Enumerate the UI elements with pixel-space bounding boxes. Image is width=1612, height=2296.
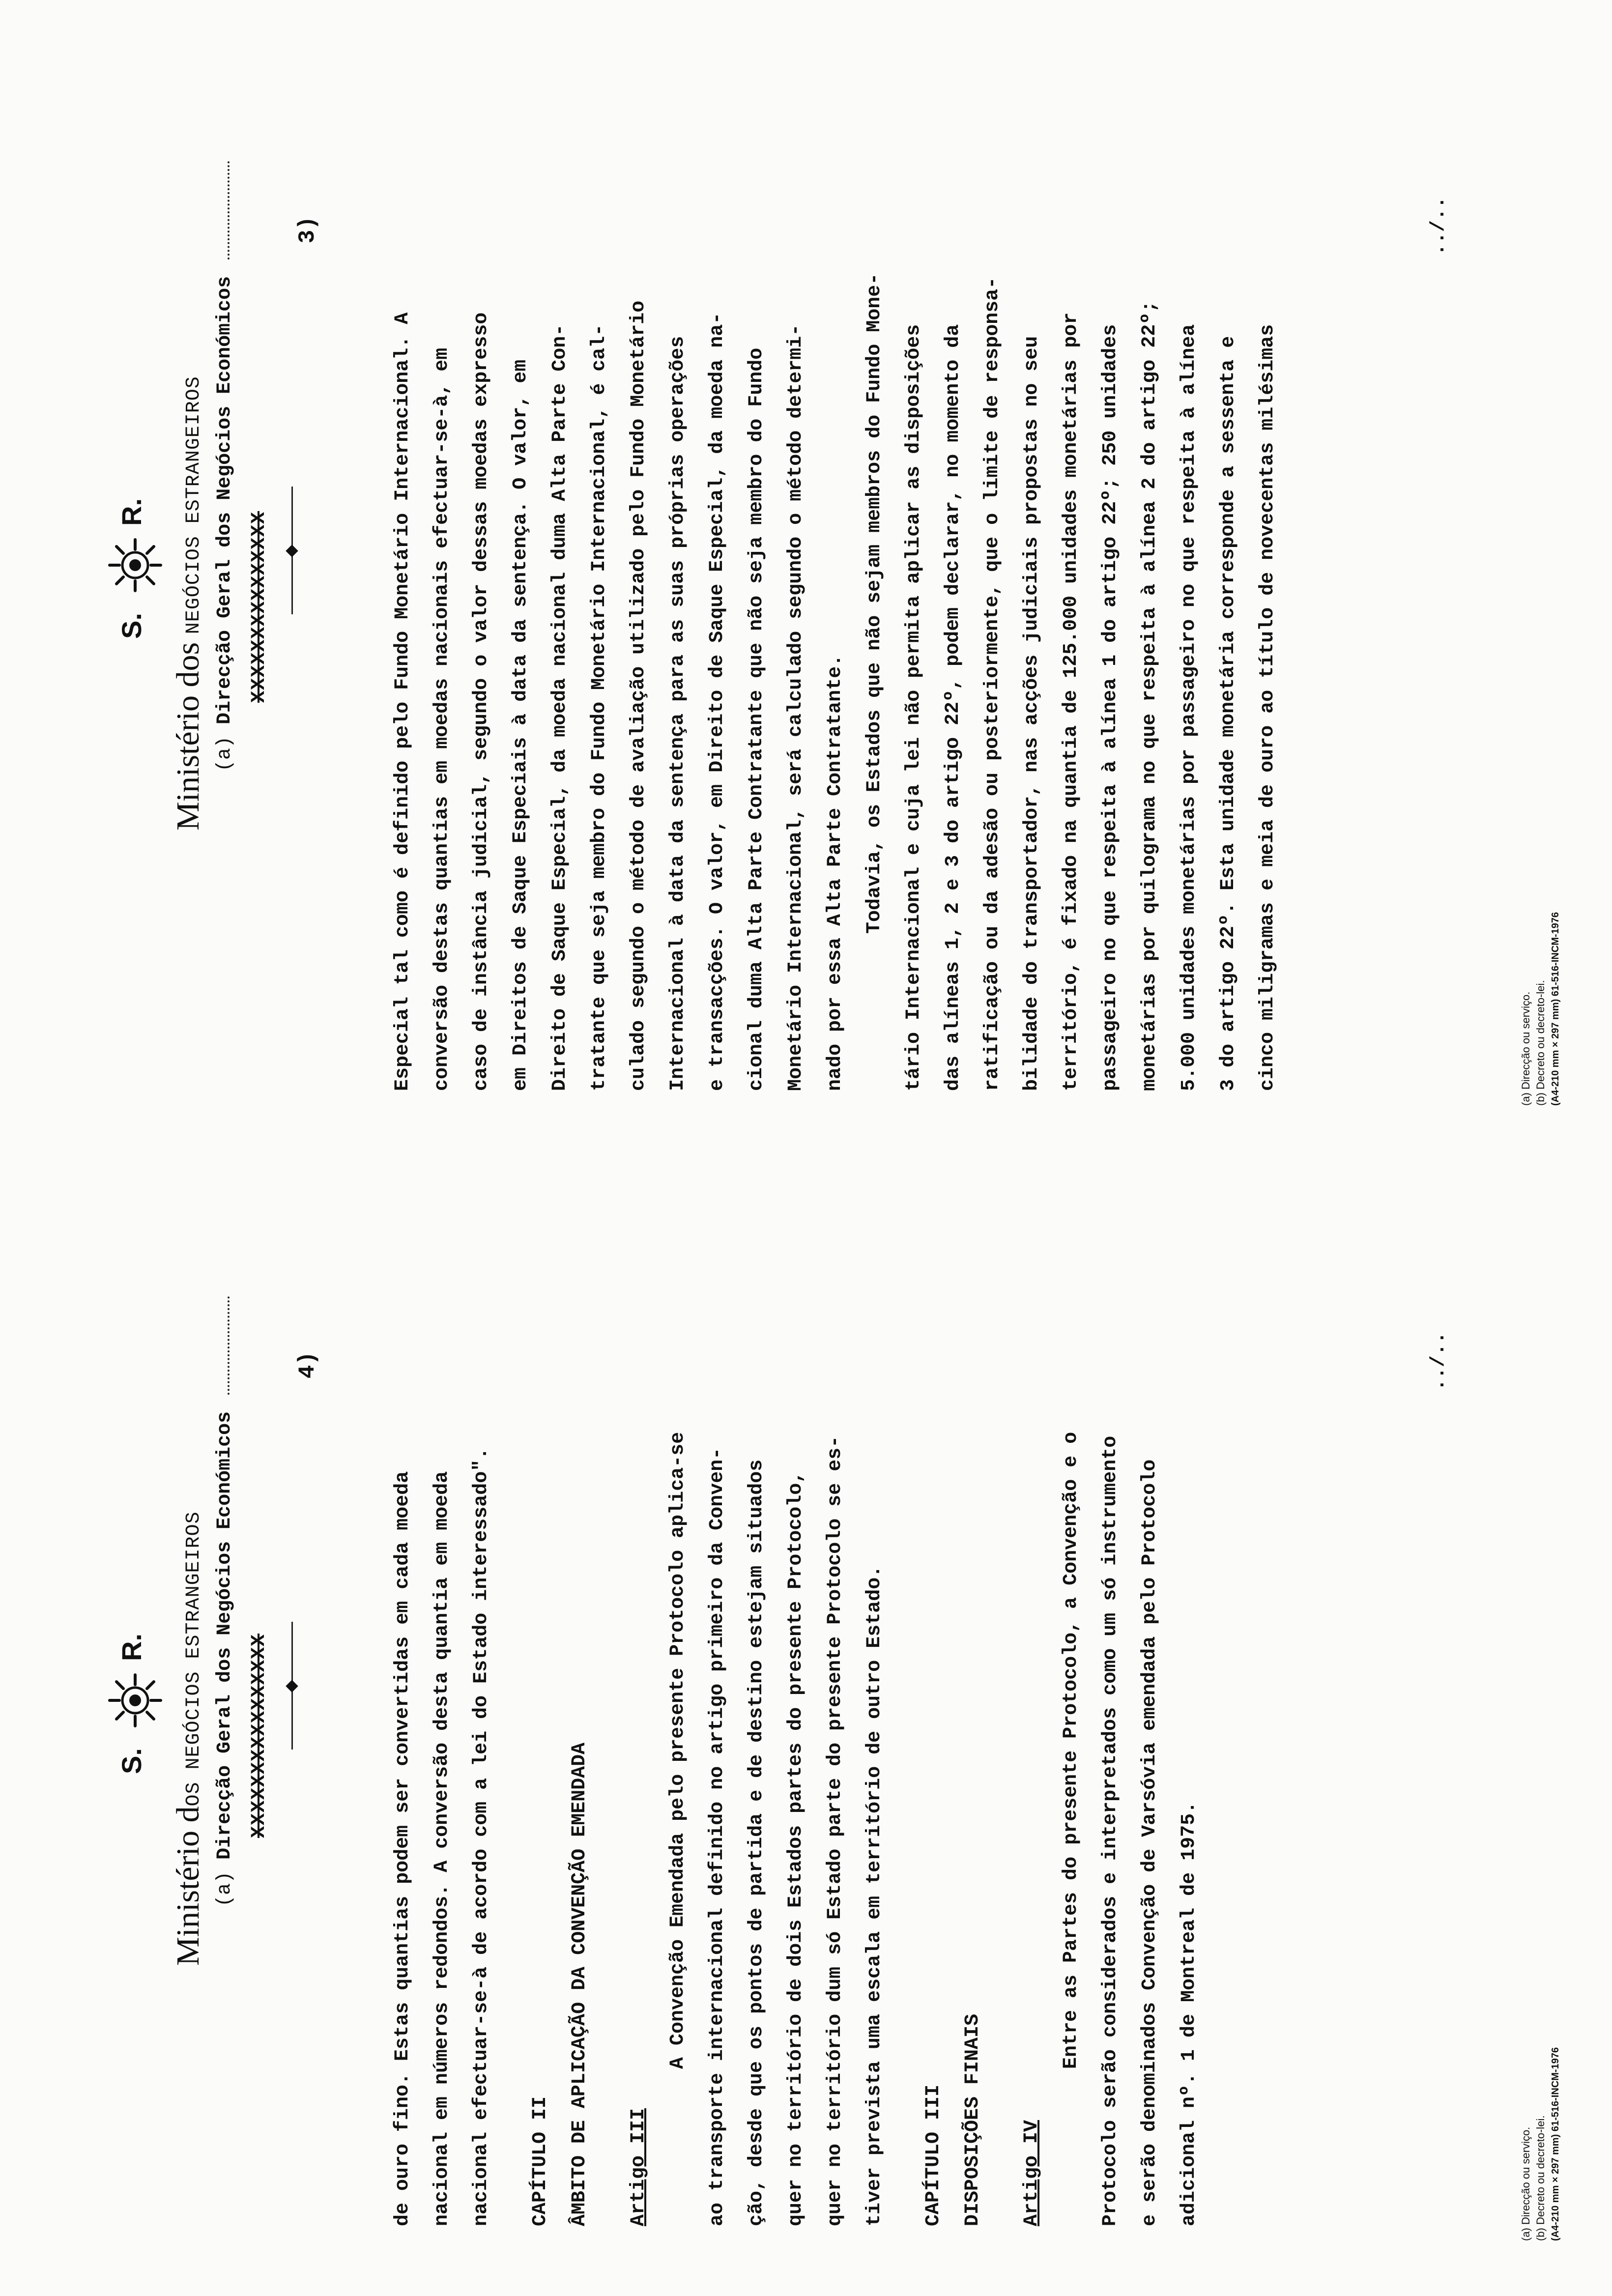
text-line: cional duma Alta Parte Contratante que não seja membro do Fundo [746, 347, 768, 1091]
footnote: (a) Direcção ou serviço. [1520, 2126, 1532, 2241]
text-line: de ouro fino. Estas quantias podem ser convertidas em cada moeda [392, 1471, 414, 2226]
direction-text: Direcção Geral dos Negócios Económicos [214, 1411, 236, 1860]
text-line: Protocolo serão considerados e interpretados como um só instrumento [1099, 1435, 1122, 2226]
body-text [383, 177, 1288, 1091]
chapter-title: ÂMBITO DE APLICAÇÃO DA CONVENÇÃO EMENDADA [569, 1742, 591, 2226]
direction-line [214, 1296, 236, 1907]
ministry-header [170, 1511, 207, 1966]
chapter-heading: CAPÍTULO II [529, 2096, 551, 2226]
text-line: caso de instância judicial, segundo o valor dessas moedas expresso [470, 312, 492, 1091]
text-line: tratante que seja membro do Fundo Monetário Internacional, é cal- [588, 324, 610, 1091]
continuation-mark: ../.. [1428, 1332, 1450, 1391]
emblem-letter-r: R. [116, 1634, 147, 1661]
text-line: passageiro no que respeita à alínea 1 do artigo 22º; 250 unidades [1099, 324, 1122, 1091]
direction-line [214, 161, 236, 772]
text-line: e transacções. O valor, em Direito de Saque Especial, da moeda na- [706, 312, 728, 1091]
text-line: quer no território dum só Estado parte do presente Protocolo se es- [824, 1435, 846, 2226]
text-line: nacional em números redondos. A conversão desta quantia em moeda [431, 1471, 453, 2226]
body-text [383, 1312, 1209, 2226]
print-reference: (A4-210 mm × 297 mm) 61-516-INCM-1976 [1550, 912, 1561, 1106]
text-line: 5.000 unidades monetárias por passageiro no que respeita à alínea [1178, 324, 1200, 1091]
footnote: (b) Decreto ou decreto-lei. [1534, 980, 1547, 1106]
text-line: das alíneas 1, 2 e 3 do artigo 22º, podem declarar, no momento da [942, 324, 964, 1091]
ornament-divider [285, 487, 300, 614]
text-line: ao transporte internacional definido no artigo primeiro da Conven- [706, 1447, 728, 2226]
print-reference: (A4-210 mm × 297 mm) 61-516-INCM-1976 [1550, 2047, 1561, 2241]
text-line: quer no território de dois Estados partes do presente Protocolo, [785, 1471, 807, 2226]
ministry-org: OS NEGÓCIOS ESTRANGEIROS [183, 1511, 205, 1807]
document-page-3 [79, 128, 1592, 1135]
dotted-fill [228, 1296, 230, 1395]
text-line: tário Internacional e cuja lei não permita aplicar as disposições [903, 324, 925, 1091]
ministry-header [170, 376, 207, 831]
republic-emblem [106, 1607, 165, 1774]
footnote: (a) Direcção ou serviço. [1520, 991, 1532, 1106]
document-page-4 [79, 1263, 1592, 2270]
page-number: 4) [295, 1351, 320, 1379]
text-line: Monetário Internacional, será calculado segundo o método determi- [785, 324, 807, 1091]
struck-decree-line: XXXXXXXXXXXXXXX [248, 511, 270, 703]
republic-emblem [106, 472, 165, 639]
chapter-title: DISPOSIÇÕES FINAIS [962, 2013, 984, 2226]
text-line: bilidade do transportador, nas acções judiciais propostas no seu [1021, 336, 1043, 1091]
ministry-label: Ministério d [170, 1806, 206, 1966]
text-line: adicional nº. 1 de Montreal de 1975. [1178, 1801, 1200, 2226]
text-line: ção, desde que os pontos de partida e de destino estejam situados [746, 1459, 768, 2226]
text-line: 3 do artigo 22º. Esta unidade monetária corresponde a sessenta e [1217, 336, 1239, 1091]
emblem-letter-s: S. [116, 1748, 147, 1774]
struck-decree-line: XXXXXXXXXXXXXXXX [248, 1633, 270, 1838]
footnotes [1519, 912, 1563, 1106]
footnotes [1519, 2047, 1563, 2241]
article-heading: Artigo IV [1021, 2120, 1043, 2226]
chapter-heading: CAPÍTULO III [922, 2084, 945, 2226]
text-line: cinco miligramas e meia de ouro ao título de novecentas milésimas [1257, 324, 1279, 1091]
direction-mark: (a) [214, 1871, 236, 1907]
emblem-letter-r: R. [116, 498, 147, 526]
text-line: Especial tal como é definido pelo Fundo Monetário Internacional. A [392, 312, 414, 1091]
text-line: monetárias por quilograma no que respeita à alínea 2 do artigo 22º; [1139, 300, 1161, 1091]
direction-text: Direcção Geral dos Negócios Económicos [214, 276, 236, 724]
coat-of-arms-icon [106, 1671, 165, 1730]
text-line: em Direitos de Saque Especiais à data da sentença. O valor, em [510, 359, 532, 1091]
text-line: nacional efectuar-se-à de acordo com a lei do Estado interessado". [470, 1447, 492, 2226]
text-line: nado por essa Alta Parte Contratante. [824, 654, 846, 1091]
text-line: ratificação ou da adesão ou posteriormente, que o limite de responsa- [981, 277, 1004, 1091]
ministry-label: Ministério dos [170, 642, 206, 831]
coat-of-arms-icon [106, 536, 165, 595]
text-line: Entre as Partes do presente Protocolo, a Convenção e o [1060, 1432, 1082, 2069]
article-heading: Artigo III [628, 2108, 650, 2226]
footnote: (b) Decreto ou decreto-lei. [1534, 2115, 1547, 2241]
text-line: território, é fixado na quantia de 125.000 unidades monetárias por [1060, 312, 1082, 1091]
text-line: A Convenção Emendada pelo presente Protocolo aplica-se [667, 1432, 689, 2069]
text-line: tiver prevista uma escala em território de outro Estado. [864, 1565, 886, 2226]
continuation-mark: ../.. [1428, 197, 1450, 256]
text-line: e serão denominados Convenção de Varsóvia emendada pelo Protocolo [1139, 1459, 1161, 2226]
emblem-letter-s: S. [116, 613, 147, 639]
direction-mark: (a) [214, 736, 236, 772]
text-line: culado segundo o método de avaliação utilizado pelo Fundo Monetário [628, 300, 650, 1091]
text-line: Direito de Saque Especial, da moeda nacional duma Alta Parte Con- [549, 324, 571, 1091]
text-line: conversão destas quantias em moedas nacionais efectuar-se-à, em [431, 347, 453, 1091]
ornament-divider [285, 1622, 300, 1750]
text-line: Todavia, os Estados que não sejam membros do Fundo Mone- [864, 273, 886, 934]
text-line: Internacional à data da sentença para as suas próprias operações [667, 336, 689, 1091]
ministry-org: NEGÓCIOS ESTRANGEIROS [183, 376, 205, 634]
dotted-fill [228, 161, 230, 259]
page-number: 3) [295, 216, 320, 244]
